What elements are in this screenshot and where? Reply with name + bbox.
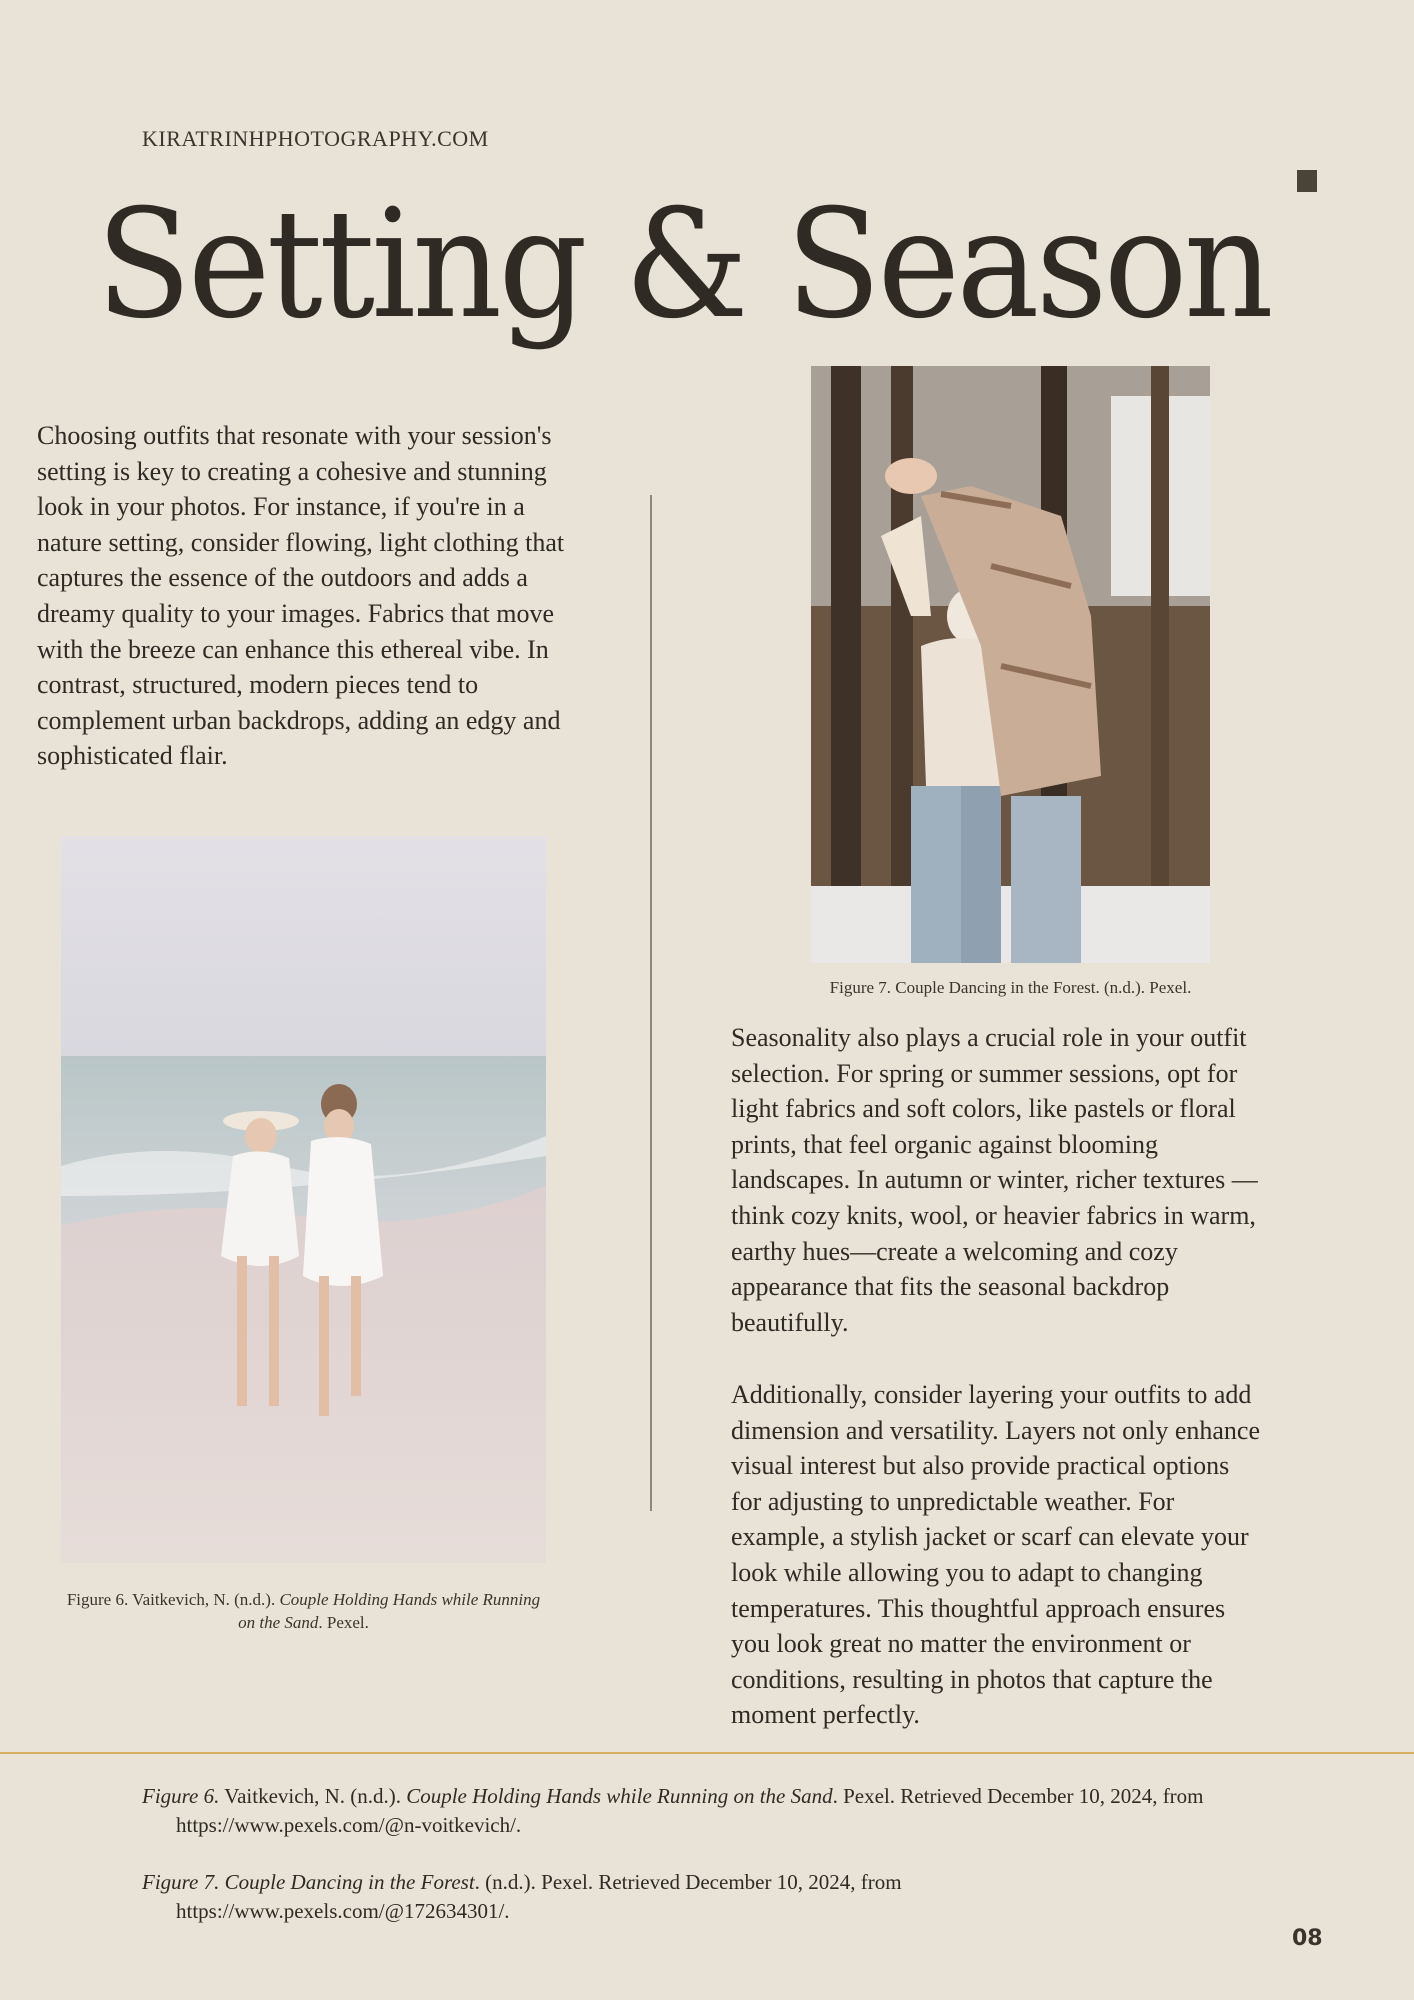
reference-figure-7: Figure 7. Couple Dancing in the Forest. (n.d.). Pexel. Retrieved December 10, 2024, from https://www.pexels.com/@172634301/. xyxy=(142,1868,1292,1926)
intro-paragraph: Choosing outfits that resonate with your session's setting is key to creating a cohesive and stunning look in your photos. For instance, if you're in a nature setting, consider flowing, light clothing that captures the essence of the outdoors and adds a dreamy quality to your images. Fabrics that move with the breeze can enhance this ethereal vibe. In contrast, structured, modern pieces tend to complement urban backdrops, adding an edgy and sophisticated flair. xyxy=(37,421,565,771)
figure-7-caption: Figure 7. Couple Dancing in the Forest. (n.d.). Pexel. xyxy=(829,978,1192,997)
site-url: KIRATRINHPHOTOGRAPHY.COM xyxy=(142,126,489,151)
forest-photo xyxy=(811,366,1210,963)
decorative-square xyxy=(1297,170,1317,192)
page-title: Setting & Season xyxy=(96,178,1271,352)
footer-rule xyxy=(0,1752,1414,1754)
reference-6-url[interactable]: https://www.pexels.com/@n-voitkevich/. xyxy=(176,1813,522,1837)
page-number: 08 xyxy=(1292,1926,1323,1951)
reference-7-url[interactable]: https://www.pexels.com/@172634301/. xyxy=(176,1899,510,1923)
column-divider xyxy=(650,495,652,1511)
figure-6-caption: Figure 6. Vaitkevich, N. (n.d.). Couple Holding Hands while Running on the Sand. Pexel. xyxy=(66,1590,541,1632)
beach-photo xyxy=(61,836,546,1563)
seasonality-paragraph: Seasonality also plays a crucial role in your outfit selection. For spring or summer sessions, opt for light fabrics and soft colors, like pastels or floral prints, that feel organic against blooming landscapes. In autumn or winter, richer textures —think cozy knits, wool, or heavier fabrics in warm, earthy hues—create a welcoming and cozy appearance that fits the seasonal backdrop beautifully. xyxy=(731,1023,1258,1337)
reference-figure-6: Figure 6. Vaitkevich, N. (n.d.). Couple Holding Hands while Running on the Sand. Pexel. Retrieved December 10, 2024, from https://www.pexels.com/@n-voitkevich/. xyxy=(142,1782,1292,1840)
layering-paragraph: Additionally, consider layering your outfits to add dimension and versatility. Layers not only enhance visual interest but also provide practical options for adjusting to unpredictable weather. For example, a stylish jacket or scarf can elevate your look while allowing you to adapt to changing temperatures. This thoughtful approach ensures you look great no matter the environment or conditions, resulting in photos that capture the moment perfectly. xyxy=(731,1380,1261,1730)
